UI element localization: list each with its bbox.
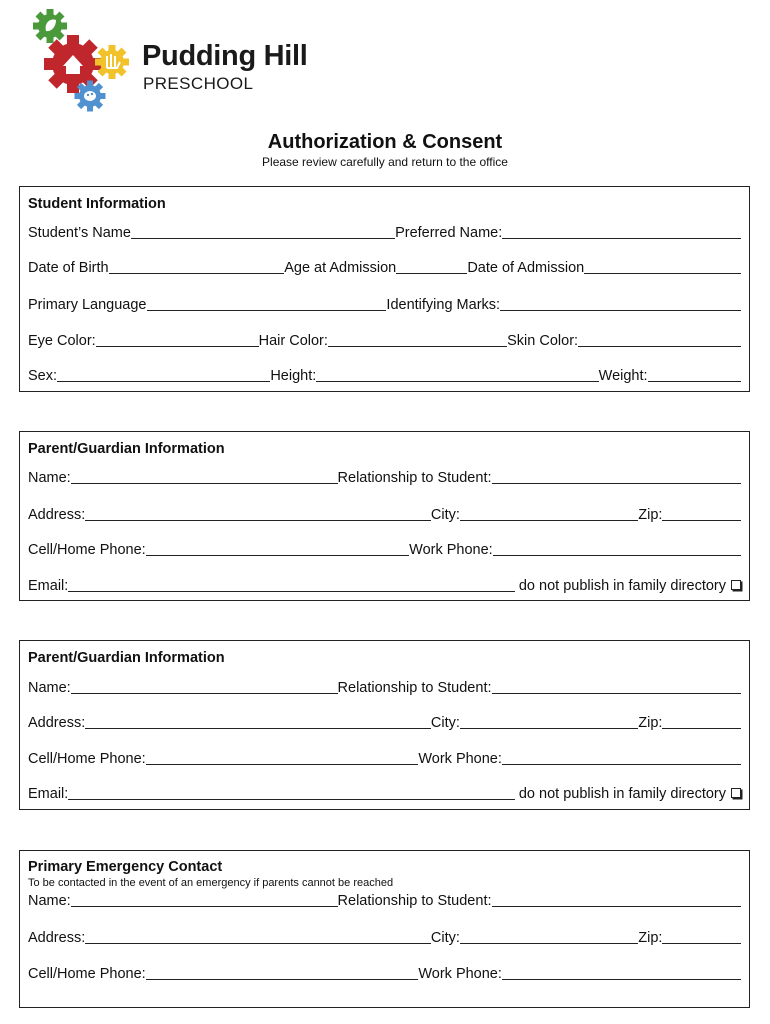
form-row	[28, 676, 741, 696]
identifying-marks-field[interactable]	[500, 296, 741, 311]
school-logo	[30, 6, 330, 116]
email-label: Email:	[28, 786, 69, 802]
city-field[interactable]	[460, 929, 638, 944]
sex-label: Sex:	[28, 368, 58, 384]
preferred-name-field[interactable]	[502, 224, 741, 239]
parent-guardian-section-1	[19, 431, 750, 601]
name-label: Name:	[28, 680, 71, 696]
parent-guardian-section-2	[19, 640, 750, 810]
relationship-field[interactable]	[492, 679, 742, 694]
sex-field[interactable]	[57, 367, 270, 382]
relationship-label: Relationship to Student:	[337, 680, 492, 696]
section-title: Parent/Guardian Information	[28, 650, 225, 666]
form-row	[28, 747, 741, 767]
name-label: Name:	[28, 893, 71, 909]
cell-home-phone-label: Cell/Home Phone:	[28, 751, 146, 767]
address-field[interactable]	[85, 929, 431, 944]
work-phone-field[interactable]	[502, 750, 741, 765]
form-row	[28, 711, 741, 731]
weight-field[interactable]	[648, 367, 741, 382]
form-row	[28, 256, 741, 276]
date-of-birth-label: Date of Birth	[28, 260, 109, 276]
relationship-field[interactable]	[492, 469, 742, 484]
primary-language-label: Primary Language	[28, 297, 147, 313]
primary-language-field[interactable]	[147, 296, 387, 311]
gears-logo-icon	[30, 6, 140, 116]
form-row	[28, 538, 741, 558]
work-phone-label: Work Phone:	[418, 966, 502, 982]
page-subtitle: Please review carefully and return to the office	[262, 155, 508, 169]
city-field[interactable]	[460, 714, 638, 729]
section-title: Primary Emergency Contact	[28, 859, 223, 875]
students-name-label: Student’s Name	[28, 225, 131, 241]
form-row	[28, 889, 741, 909]
page-title: Authorization & Consent	[267, 131, 503, 153]
hair-color-label: Hair Color:	[258, 333, 328, 349]
date-of-admission-label: Date of Admission	[467, 260, 585, 276]
section-note: To be contacted in the event of an emergency if parents cannot be reached	[28, 877, 394, 889]
email-label: Email:	[28, 578, 69, 594]
form-row	[28, 503, 741, 523]
form-row	[28, 364, 741, 384]
zip-field[interactable]	[662, 929, 741, 944]
identifying-marks-label: Identifying Marks:	[386, 297, 501, 313]
no-publish-checkbox[interactable]	[731, 788, 741, 798]
date-of-birth-field[interactable]	[109, 259, 285, 274]
cell-home-phone-label: Cell/Home Phone:	[28, 542, 146, 558]
form-row	[28, 782, 741, 802]
name-field[interactable]	[71, 679, 338, 694]
zip-label: Zip:	[638, 930, 663, 946]
city-label: City:	[430, 715, 460, 731]
address-field[interactable]	[85, 506, 431, 521]
school-name: Pudding Hill	[142, 40, 308, 72]
address-label: Address:	[28, 930, 86, 946]
form-row	[28, 574, 741, 594]
relationship-label: Relationship to Student:	[337, 893, 492, 909]
section-title: Student Information	[28, 196, 166, 212]
work-phone-label: Work Phone:	[418, 751, 502, 767]
name-label: Name:	[28, 470, 71, 486]
email-field[interactable]	[68, 785, 515, 800]
address-label: Address:	[28, 715, 86, 731]
address-field[interactable]	[85, 714, 431, 729]
cell-home-phone-field[interactable]	[146, 750, 419, 765]
city-label: City:	[430, 930, 460, 946]
no-publish-checkbox[interactable]	[731, 580, 741, 590]
section-title: Parent/Guardian Information	[28, 441, 225, 457]
height-label: Height:	[270, 368, 317, 384]
school-subtitle: PRESCHOOL	[143, 74, 254, 93]
date-of-admission-field[interactable]	[584, 259, 741, 274]
zip-label: Zip:	[638, 715, 663, 731]
form-row	[28, 329, 741, 349]
hair-color-field[interactable]	[328, 332, 507, 347]
city-field[interactable]	[460, 506, 638, 521]
age-at-admission-label: Age at Admission	[284, 260, 397, 276]
height-field[interactable]	[316, 367, 598, 382]
form-row	[28, 466, 741, 486]
cell-home-phone-label: Cell/Home Phone:	[28, 966, 146, 982]
preferred-name-label: Preferred Name:	[395, 225, 503, 241]
student-information-section	[19, 186, 750, 392]
emergency-contact-section	[19, 850, 750, 1008]
zip-field[interactable]	[662, 506, 741, 521]
name-field[interactable]	[71, 892, 338, 907]
eye-color-field[interactable]	[96, 332, 259, 347]
relationship-label: Relationship to Student:	[337, 470, 492, 486]
name-field[interactable]	[71, 469, 338, 484]
cell-home-phone-field[interactable]	[146, 965, 419, 980]
cell-home-phone-field[interactable]	[146, 541, 409, 556]
form-row	[28, 926, 741, 946]
work-phone-field[interactable]	[493, 541, 741, 556]
work-phone-label: Work Phone:	[409, 542, 493, 558]
work-phone-field[interactable]	[502, 965, 741, 980]
relationship-field[interactable]	[492, 892, 742, 907]
age-at-admission-field[interactable]	[396, 259, 467, 274]
form-row	[28, 962, 741, 982]
form-row	[28, 221, 741, 241]
no-publish-label: do not publish in family directory	[518, 786, 726, 802]
form-row	[28, 293, 741, 313]
address-label: Address:	[28, 507, 86, 523]
zip-label: Zip:	[638, 507, 663, 523]
zip-field[interactable]	[662, 714, 741, 729]
skin-color-label: Skin Color:	[507, 333, 579, 349]
city-label: City:	[430, 507, 460, 523]
weight-label: Weight:	[598, 368, 648, 384]
eye-color-label: Eye Color:	[28, 333, 96, 349]
skin-color-field[interactable]	[578, 332, 741, 347]
students-name-field[interactable]	[131, 224, 395, 239]
no-publish-label: do not publish in family directory	[518, 578, 726, 594]
email-field[interactable]	[68, 577, 515, 592]
